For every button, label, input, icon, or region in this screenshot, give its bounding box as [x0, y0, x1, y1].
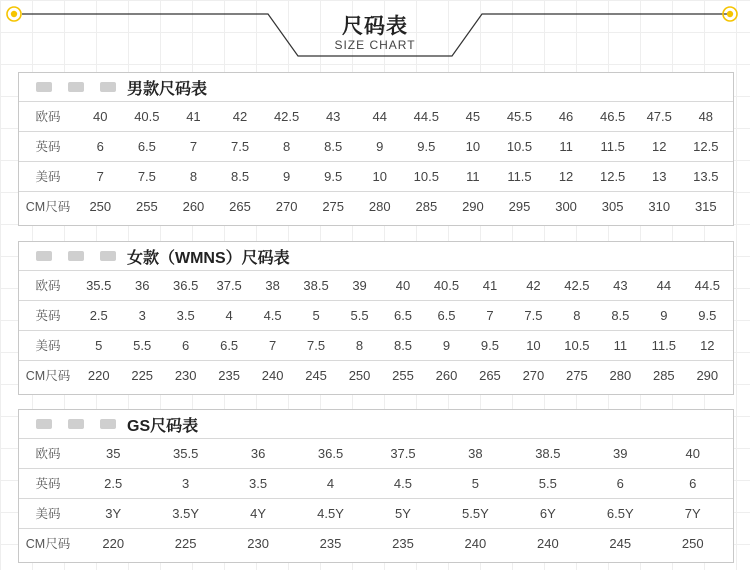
table-title-bar: [19, 73, 733, 101]
size-cell: 42: [526, 278, 541, 293]
size-cell: 2.5: [104, 476, 123, 491]
size-cell: 11: [559, 139, 573, 154]
brand-logo-icon: [35, 249, 117, 263]
size-cell: 40.5: [134, 109, 160, 124]
size-cell: 48: [698, 109, 714, 124]
row-cells: [77, 469, 729, 499]
size-cell: 7: [486, 308, 494, 323]
size-cell: 5.5: [538, 476, 557, 491]
size-cell: 6.5Y: [606, 506, 634, 521]
size-cell: 240: [464, 536, 487, 551]
size-cell: 220: [102, 536, 125, 551]
row-label: 美码: [35, 339, 61, 353]
row-label: 欧码: [35, 279, 61, 293]
size-cell: 270: [275, 199, 298, 214]
size-cell: 265: [229, 199, 251, 214]
size-cell: 9: [442, 338, 451, 353]
size-cell: 8: [573, 308, 581, 323]
logo-mark-icon: [35, 417, 53, 431]
table-row: [19, 468, 733, 499]
size-table: [18, 72, 734, 226]
size-cell: 9.5: [698, 308, 717, 323]
size-cell: 4.5: [263, 308, 282, 323]
size-cell: 230: [247, 536, 269, 551]
size-cell: 2.5: [89, 308, 108, 323]
row-label: 英码: [35, 309, 61, 323]
size-cell: 260: [182, 199, 205, 214]
logo-mark-icon: [35, 80, 53, 94]
row-label: CM尺码: [25, 200, 71, 214]
size-cell: 255: [392, 368, 414, 383]
size-cell: 240: [261, 368, 284, 383]
size-cell: 8.5: [611, 308, 630, 323]
size-cell: 7: [189, 139, 198, 154]
size-cell: 10.5: [413, 169, 439, 184]
table-title-bar: [19, 242, 733, 270]
size-cell: 285: [652, 368, 675, 383]
logo-mark-icon: [99, 249, 117, 263]
size-cell: 39: [352, 278, 367, 293]
table-title-bar: [19, 410, 733, 438]
size-table: [18, 241, 734, 395]
size-cell: 235: [392, 536, 414, 551]
size-cell: 265: [479, 368, 501, 383]
size-cell: 235: [218, 368, 240, 383]
table-row: [19, 330, 733, 361]
size-cell: 6: [182, 338, 190, 353]
size-cell: 44.5: [694, 278, 720, 293]
size-cell: 3.5: [176, 308, 195, 323]
size-cell: 255: [136, 199, 158, 214]
size-cell: 230: [174, 368, 197, 383]
size-cell: 3Y: [105, 506, 122, 521]
size-cell: 280: [368, 199, 391, 214]
row-cells: [77, 102, 729, 132]
size-cell: 37.5: [390, 446, 416, 461]
table-title: 女款（WMNS）尺码表: [127, 249, 290, 267]
size-cell: 44: [372, 109, 387, 124]
size-cell: 8: [189, 169, 198, 184]
row-label: 美码: [35, 170, 61, 184]
size-cell: 8.5: [393, 338, 413, 353]
table-row: [19, 528, 733, 559]
size-cell: 8.5: [324, 139, 343, 154]
size-cell: 10: [465, 139, 481, 154]
size-cell: 305: [601, 199, 624, 214]
table-title: 男款尺码表: [127, 80, 208, 98]
size-cell: 250: [348, 368, 371, 383]
size-cell: 12.5: [693, 139, 719, 154]
size-cell: 9: [660, 308, 668, 323]
size-cell: 6: [689, 476, 697, 491]
size-cell: 40: [685, 446, 700, 461]
size-cell: 46.5: [599, 109, 626, 124]
size-cell: 38.5: [535, 446, 561, 461]
table-row: [19, 438, 733, 469]
size-cell: 42: [232, 109, 248, 124]
logo-mark-icon: [99, 417, 117, 431]
size-cell: 12.5: [599, 169, 626, 184]
size-cell: 13: [651, 169, 667, 184]
size-cell: 41: [482, 278, 498, 293]
size-cell: 10: [526, 338, 541, 353]
size-cell: 8: [282, 139, 291, 154]
row-label: 欧码: [35, 110, 61, 124]
logo-mark-icon: [67, 80, 85, 94]
size-cell: 40: [395, 278, 411, 293]
page-header: [0, 0, 750, 60]
size-cell: 13.5: [693, 169, 719, 184]
row-cells: [77, 439, 729, 469]
size-cell: 220: [87, 368, 110, 383]
size-cell: 275: [566, 368, 588, 383]
size-cell: 10: [372, 169, 387, 184]
size-cell: 315: [694, 199, 717, 214]
size-cell: 42.5: [564, 278, 590, 293]
row-cells: [77, 331, 729, 361]
size-cell: 285: [415, 199, 438, 214]
size-cell: 45.5: [506, 109, 533, 124]
size-cell: 11: [613, 338, 628, 353]
size-cell: 5: [95, 338, 103, 353]
row-label: CM尺码: [25, 537, 71, 551]
size-cell: 35.5: [86, 278, 112, 293]
size-cell: 240: [536, 536, 559, 551]
size-cell: 44: [656, 278, 672, 293]
row-cells: [77, 529, 729, 559]
size-cell: 7.5: [307, 338, 326, 353]
page-title: 尺码表: [342, 15, 408, 38]
size-cell: 225: [174, 536, 197, 551]
size-cell: 11.5: [600, 139, 625, 154]
row-cells: [77, 499, 729, 529]
size-cell: 7: [96, 169, 104, 184]
page-subtitle: SIZE CHART: [334, 38, 416, 52]
size-cell: 3: [182, 476, 190, 491]
size-cell: 3.5: [249, 476, 268, 491]
logo-mark-icon: [99, 80, 117, 94]
row-cells: [77, 271, 729, 301]
size-cell: 225: [131, 368, 154, 383]
table-row: [19, 191, 733, 222]
logo-mark-icon: [35, 249, 53, 263]
size-cell: 245: [305, 368, 327, 383]
size-cell: 3.5Y: [172, 506, 200, 521]
table-row: [19, 131, 733, 162]
size-cell: 5.5Y: [462, 506, 489, 521]
row-label: 欧码: [35, 447, 61, 461]
size-cell: 11.5: [507, 169, 532, 184]
size-cell: 36.5: [317, 446, 344, 461]
row-label: 英码: [35, 477, 61, 491]
size-cell: 40: [93, 109, 108, 124]
size-cell: 4Y: [250, 506, 267, 521]
size-cell: 310: [648, 199, 671, 214]
size-cell: 260: [435, 368, 458, 383]
size-table: [18, 409, 734, 563]
size-cell: 36: [134, 278, 150, 293]
size-cell: 5: [471, 476, 480, 491]
size-cell: 5.5: [133, 338, 152, 353]
size-cell: 295: [508, 199, 531, 214]
size-cell: 9.5: [324, 169, 343, 184]
size-cell: 5Y: [395, 506, 411, 521]
logo-mark-icon: [67, 249, 85, 263]
row-cells: [77, 132, 729, 162]
size-cell: 6: [616, 476, 624, 491]
table-row: [19, 300, 733, 331]
size-cell: 6: [96, 139, 104, 154]
size-cell: 36.5: [173, 278, 199, 293]
row-cells: [77, 361, 729, 391]
size-cell: 290: [696, 368, 719, 383]
size-cell: 38.5: [303, 278, 329, 293]
size-cell: 4: [225, 308, 233, 323]
size-cell: 9.5: [417, 139, 436, 154]
size-cell: 270: [522, 368, 545, 383]
size-cell: 44.5: [413, 109, 439, 124]
size-cell: 10.5: [564, 338, 590, 353]
size-cell: 42.5: [273, 109, 300, 124]
size-cell: 6.5: [137, 139, 156, 154]
size-cell: 35: [105, 446, 121, 461]
row-label: 英码: [35, 140, 61, 154]
table-title: GS尺码表: [127, 417, 199, 435]
size-cell: 43: [613, 278, 628, 293]
row-cells: [77, 301, 729, 331]
size-cell: 8: [355, 338, 364, 353]
size-cell: 4: [326, 476, 335, 491]
row-cells: [77, 162, 729, 192]
size-cell: 235: [319, 536, 342, 551]
brand-logo-icon: [35, 80, 117, 94]
size-cell: 36: [250, 446, 266, 461]
size-cell: 37.5: [216, 278, 242, 293]
row-cells: [77, 192, 729, 222]
size-cell: 11.5: [651, 338, 676, 353]
size-cell: 275: [322, 199, 345, 214]
size-cell: 12: [558, 169, 574, 184]
size-cell: 300: [555, 199, 577, 214]
brand-logo-icon: [35, 417, 117, 431]
size-cell: 250: [89, 199, 112, 214]
table-row: [19, 161, 733, 192]
size-cell: 280: [609, 368, 632, 383]
size-cell: 7.5: [230, 139, 250, 154]
row-label: 美码: [35, 507, 61, 521]
size-cell: 6.5: [220, 338, 239, 353]
size-cell: 7.5: [524, 308, 543, 323]
size-cell: 12: [651, 139, 667, 154]
size-cell: 11: [466, 169, 480, 184]
size-cell: 4.5: [393, 476, 412, 491]
size-cell: 5: [312, 308, 320, 323]
size-cell: 12: [700, 338, 715, 353]
size-cell: 41: [186, 109, 201, 124]
size-cell: 10.5: [506, 139, 533, 154]
size-cell: 7Y: [684, 506, 701, 521]
size-cell: 43: [325, 109, 341, 124]
size-cell: 3: [138, 308, 146, 323]
size-cell: 9.5: [480, 338, 499, 353]
size-cell: 39: [613, 446, 628, 461]
size-cell: 250: [681, 536, 704, 551]
size-cell: 5.5: [350, 308, 369, 323]
size-cell: 4.5Y: [317, 506, 344, 521]
size-cell: 7: [268, 338, 277, 353]
size-cell: 46: [558, 109, 574, 124]
size-cell: 6.5: [437, 308, 456, 323]
size-cell: 6.5: [393, 308, 413, 323]
size-cell: 35.5: [173, 446, 199, 461]
size-cell: 38: [468, 446, 483, 461]
size-cell: 45: [465, 109, 481, 124]
table-row: [19, 498, 733, 529]
size-cell: 9: [376, 139, 384, 154]
logo-mark-icon: [67, 417, 85, 431]
size-cell: 40.5: [433, 278, 460, 293]
size-cell: 290: [462, 199, 484, 214]
row-label: CM尺码: [25, 369, 71, 383]
size-cell: 7.5: [137, 169, 156, 184]
table-row: [19, 360, 733, 391]
table-row: [19, 101, 733, 132]
size-cell: 47.5: [646, 109, 672, 124]
size-cell: 8.5: [230, 169, 250, 184]
table-row: [19, 270, 733, 301]
size-cell: 245: [609, 536, 632, 551]
size-cell: 38: [265, 278, 280, 293]
size-cell: 6Y: [539, 506, 556, 521]
size-cell: 9: [282, 169, 291, 184]
